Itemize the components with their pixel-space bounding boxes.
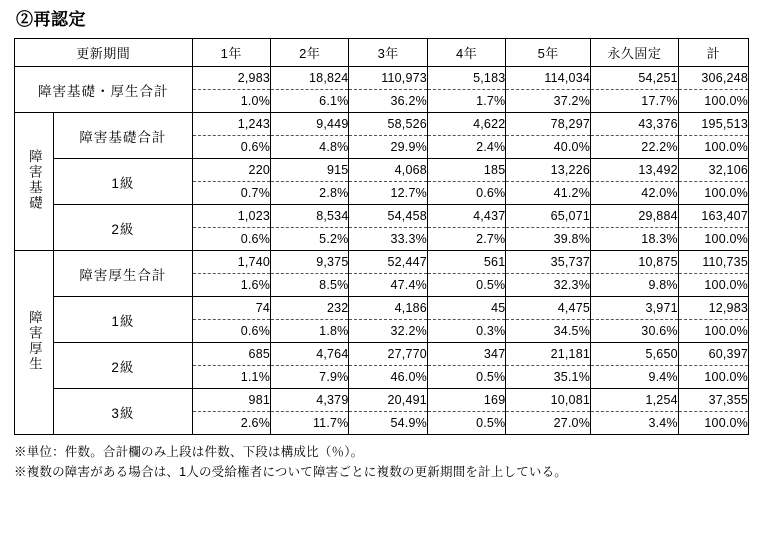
cell-count: 1,243	[192, 113, 270, 136]
cell-count: 1,023	[192, 205, 270, 228]
page-title: ②再認定	[16, 10, 86, 29]
cell-count: 347	[427, 343, 505, 366]
cell-percent: 100.0%	[678, 136, 748, 159]
cell-count: 163,407	[678, 205, 748, 228]
column-header-3year: 3年	[349, 39, 427, 67]
table-row	[15, 113, 749, 136]
table-row	[15, 251, 749, 274]
cell-percent: 22.2%	[591, 136, 679, 159]
cell-percent: 17.7%	[591, 90, 679, 113]
cell-count: 43,376	[591, 113, 679, 136]
column-header-period: 更新期間	[15, 39, 193, 67]
cell-count: 685	[192, 343, 270, 366]
cell-count: 12,983	[678, 297, 748, 320]
cell-count: 2,983	[192, 67, 270, 90]
cell-percent: 9.4%	[591, 366, 679, 389]
table-row	[15, 205, 749, 228]
cell-percent: 1.6%	[192, 274, 270, 297]
cell-count: 4,186	[349, 297, 427, 320]
row-label-kiso-total: 障害基礎合計	[54, 113, 192, 159]
cell-count: 1,740	[192, 251, 270, 274]
cell-count: 4,764	[271, 343, 349, 366]
row-label-kosei-total: 障害厚生合計	[54, 251, 192, 297]
cell-count: 915	[271, 159, 349, 182]
cell-count: 58,526	[349, 113, 427, 136]
group-label-shogai-kosei: 障害厚生	[15, 251, 54, 435]
table-row	[15, 343, 749, 366]
cell-count: 29,884	[591, 205, 679, 228]
cell-percent: 0.5%	[427, 274, 505, 297]
cell-percent: 0.5%	[427, 412, 505, 435]
cell-percent: 32.2%	[349, 320, 427, 343]
cell-count: 35,737	[506, 251, 591, 274]
cell-percent: 30.6%	[591, 320, 679, 343]
cell-count: 37,355	[678, 389, 748, 412]
cell-percent: 100.0%	[678, 320, 748, 343]
cell-count: 110,735	[678, 251, 748, 274]
row-label-kiso-grade1: 1級	[54, 159, 192, 205]
cell-percent: 2.8%	[271, 182, 349, 205]
cell-count: 54,458	[349, 205, 427, 228]
table-body	[15, 67, 749, 435]
cell-percent: 32.3%	[506, 274, 591, 297]
cell-percent: 9.8%	[591, 274, 679, 297]
cell-count: 981	[192, 389, 270, 412]
column-header-total: 計	[678, 39, 748, 67]
cell-percent: 0.7%	[192, 182, 270, 205]
cell-percent: 0.6%	[192, 320, 270, 343]
cell-percent: 7.9%	[271, 366, 349, 389]
cell-count: 110,973	[349, 67, 427, 90]
cell-percent: 0.6%	[427, 182, 505, 205]
cell-count: 78,297	[506, 113, 591, 136]
cell-count: 8,534	[271, 205, 349, 228]
column-header-1year: 1年	[192, 39, 270, 67]
cell-percent: 1.7%	[427, 90, 505, 113]
cell-count: 561	[427, 251, 505, 274]
cell-count: 5,183	[427, 67, 505, 90]
cell-count: 306,248	[678, 67, 748, 90]
table-row	[15, 67, 749, 90]
cell-count: 4,475	[506, 297, 591, 320]
cell-percent: 41.2%	[506, 182, 591, 205]
cell-percent: 100.0%	[678, 412, 748, 435]
row-label-kiso-grade2: 2級	[54, 205, 192, 251]
cell-percent: 8.5%	[271, 274, 349, 297]
cell-percent: 0.6%	[192, 136, 270, 159]
cell-percent: 0.3%	[427, 320, 505, 343]
cell-percent: 5.2%	[271, 228, 349, 251]
cell-count: 54,251	[591, 67, 679, 90]
row-label-kosei-grade2: 2級	[54, 343, 192, 389]
cell-count: 65,071	[506, 205, 591, 228]
cell-percent: 46.0%	[349, 366, 427, 389]
cell-count: 232	[271, 297, 349, 320]
table-row	[15, 297, 749, 320]
group-label-shogai-kiso: 障害基礎	[15, 113, 54, 251]
footnote-2: ※複数の障害がある場合は、1人の受給権者について障害ごとに複数の更新期間を計上している。	[14, 464, 568, 479]
cell-percent: 3.4%	[591, 412, 679, 435]
cell-percent: 18.3%	[591, 228, 679, 251]
cell-count: 4,379	[271, 389, 349, 412]
cell-percent: 1.0%	[192, 90, 270, 113]
cell-percent: 29.9%	[349, 136, 427, 159]
column-header-5year: 5年	[506, 39, 591, 67]
cell-percent: 47.4%	[349, 274, 427, 297]
cell-percent: 100.0%	[678, 182, 748, 205]
cell-count: 52,447	[349, 251, 427, 274]
column-header-permanent: 永久固定	[591, 39, 679, 67]
cell-percent: 11.7%	[271, 412, 349, 435]
cell-count: 4,622	[427, 113, 505, 136]
cell-percent: 4.8%	[271, 136, 349, 159]
cell-percent: 35.1%	[506, 366, 591, 389]
cell-percent: 100.0%	[678, 274, 748, 297]
cell-count: 10,081	[506, 389, 591, 412]
cell-count: 10,875	[591, 251, 679, 274]
cell-count: 114,034	[506, 67, 591, 90]
cell-percent: 34.5%	[506, 320, 591, 343]
cell-count: 5,650	[591, 343, 679, 366]
cell-percent: 6.1%	[271, 90, 349, 113]
footnote-1: ※単位：件数。合計欄のみ上段は件数、下段は構成比（％）。	[14, 445, 364, 460]
cell-count: 20,491	[349, 389, 427, 412]
cell-percent: 1.1%	[192, 366, 270, 389]
row-label-kosei-grade3: 3級	[54, 389, 192, 435]
cell-percent: 100.0%	[678, 228, 748, 251]
cell-count: 60,397	[678, 343, 748, 366]
column-header-2year: 2年	[271, 39, 349, 67]
table-row	[15, 389, 749, 412]
cell-percent: 0.5%	[427, 366, 505, 389]
cell-percent: 36.2%	[349, 90, 427, 113]
column-header-4year: 4年	[427, 39, 505, 67]
cell-percent: 33.3%	[349, 228, 427, 251]
cell-percent: 37.2%	[506, 90, 591, 113]
cell-percent: 40.0%	[506, 136, 591, 159]
cell-count: 13,226	[506, 159, 591, 182]
cell-percent: 0.6%	[192, 228, 270, 251]
footnotes	[14, 443, 749, 482]
cell-count: 1,254	[591, 389, 679, 412]
cell-percent: 100.0%	[678, 366, 748, 389]
cell-count: 21,181	[506, 343, 591, 366]
cell-count: 3,971	[591, 297, 679, 320]
cell-percent: 100.0%	[678, 90, 748, 113]
cell-count: 27,770	[349, 343, 427, 366]
cell-percent: 2.7%	[427, 228, 505, 251]
cell-count: 45	[427, 297, 505, 320]
cell-percent: 39.8%	[506, 228, 591, 251]
row-label-kosei-grade1: 1級	[54, 297, 192, 343]
cell-percent: 27.0%	[506, 412, 591, 435]
cell-percent: 1.8%	[271, 320, 349, 343]
cell-count: 13,492	[591, 159, 679, 182]
cell-count: 185	[427, 159, 505, 182]
cell-count: 9,375	[271, 251, 349, 274]
cell-percent: 2.6%	[192, 412, 270, 435]
cell-count: 4,437	[427, 205, 505, 228]
table-row	[15, 159, 749, 182]
cell-percent: 54.9%	[349, 412, 427, 435]
cell-count: 74	[192, 297, 270, 320]
cell-percent: 42.0%	[591, 182, 679, 205]
cell-count: 18,824	[271, 67, 349, 90]
row-label-total-all: 障害基礎・厚生合計	[15, 67, 193, 113]
cell-percent: 12.7%	[349, 182, 427, 205]
cell-count: 195,513	[678, 113, 748, 136]
cell-count: 9,449	[271, 113, 349, 136]
cell-count: 4,068	[349, 159, 427, 182]
cell-percent: 2.4%	[427, 136, 505, 159]
cell-count: 169	[427, 389, 505, 412]
reauthorization-table	[14, 38, 749, 435]
table-header	[15, 39, 749, 67]
cell-count: 220	[192, 159, 270, 182]
cell-count: 32,106	[678, 159, 748, 182]
